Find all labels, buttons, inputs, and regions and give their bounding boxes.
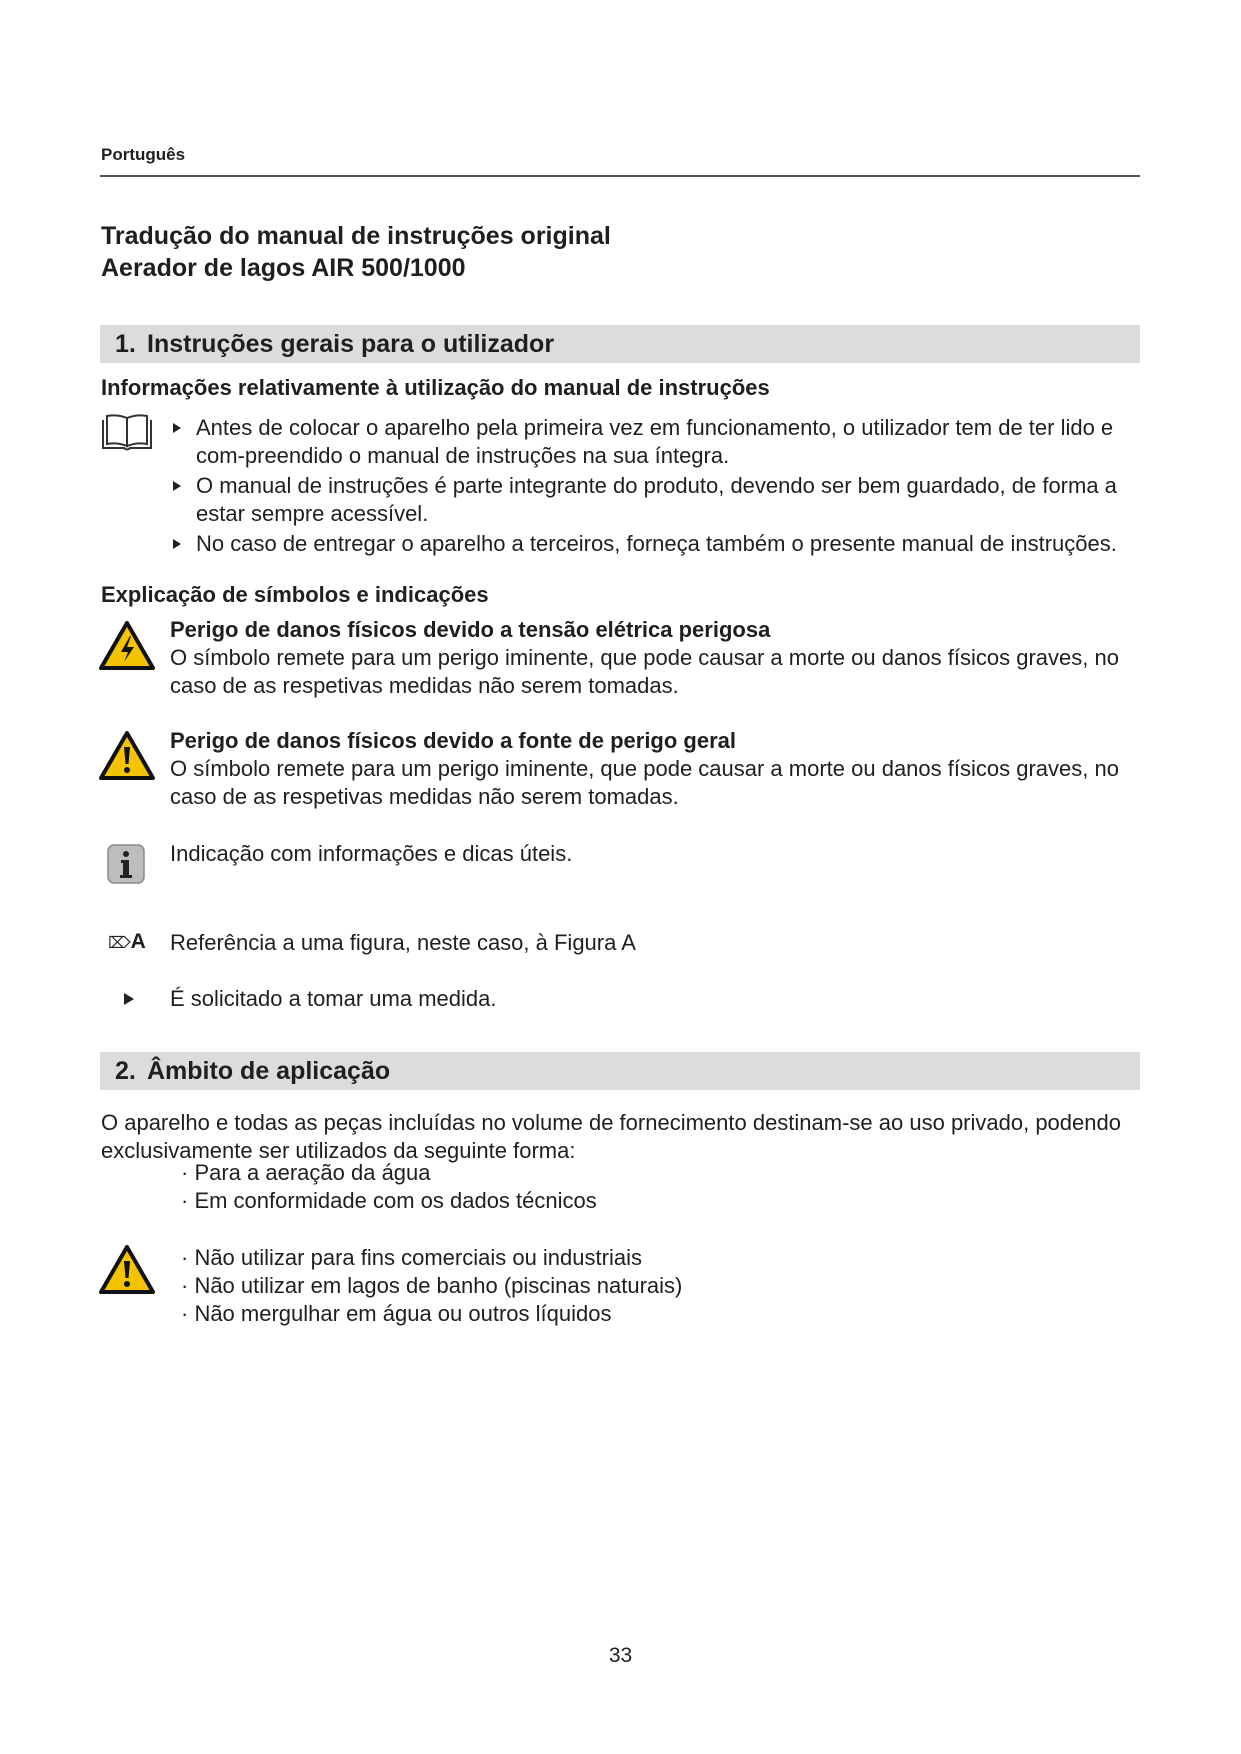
section-2-header <box>100 1052 1140 1090</box>
figure-reference-icon: ⌦ <box>108 935 131 952</box>
header-rule <box>100 175 1140 177</box>
allowed-uses-list <box>181 1159 597 1215</box>
prohibited-uses-list <box>181 1244 682 1328</box>
electric-warning-icon <box>98 620 156 672</box>
general-hazard-title: Perigo de danos físicos devido a fonte de perigo geral <box>170 728 737 753</box>
list-item: · Para a aeração da água <box>181 1160 431 1185</box>
action-arrow-icon <box>124 993 134 1005</box>
section-2-number: 2. <box>115 1057 136 1085</box>
electric-hazard-text: O símbolo remete para um perigo iminente, que pode causar a morte ou danos físicos graves, no caso de as respetivas medidas não serem tomadas. <box>170 645 1119 698</box>
section-1-number: 1. <box>115 330 136 358</box>
book-icon <box>99 414 155 454</box>
warning-icon <box>98 730 156 782</box>
list-item: · Não mergulhar em água ou outros líquidos <box>181 1301 612 1326</box>
list-item: O manual de instruções é parte integrante do produto, devendo ser bem guardado, de forma a estar sempre acessível. <box>172 472 1144 528</box>
document-title <box>101 220 611 284</box>
manual-usage-list <box>172 414 1144 560</box>
scope-intro <box>101 1109 1141 1165</box>
list-item: Antes de colocar o aparelho pela primeira vez em funcionamento, o utilizador tem de ter lido e com-preendido o manual de instruções na sua íntegra. <box>172 414 1144 470</box>
bullet-arrow-icon <box>173 481 181 491</box>
manual-usage-heading: Informações relativamente à utilização do manual de instruções <box>101 375 770 400</box>
title-line-1: Tradução do manual de instruções original <box>101 222 611 250</box>
info-icon <box>106 843 146 885</box>
bullet-arrow-icon <box>173 423 181 433</box>
list-item: · Não utilizar em lagos de banho (piscinas naturais) <box>181 1273 683 1298</box>
symbols-heading: Explicação de símbolos e indicações <box>101 582 489 607</box>
electric-hazard-block <box>170 616 1145 700</box>
list-item: · Não utilizar para fins comerciais ou industriais <box>181 1245 642 1270</box>
section-1-header <box>100 325 1140 363</box>
electric-hazard-title: Perigo de danos físicos devido a tensão elétrica perigosa <box>170 617 771 642</box>
list-item: · Em conformidade com os dados técnicos <box>181 1188 597 1213</box>
general-hazard-block <box>170 727 1145 811</box>
general-hazard-text: O símbolo remete para um perigo iminente, que pode causar a morte ou danos físicos graves, no caso de as respetivas medidas não serem tomadas. <box>170 756 1119 809</box>
figure-reference-text: Referência a uma figura, neste caso, à Figura A <box>170 930 636 955</box>
action-text: É solicitado a tomar uma medida. <box>170 986 497 1011</box>
section-2-title: Âmbito de aplicação <box>147 1057 391 1085</box>
scope-intro-line-2: exclusivamente ser utilizados da seguinte forma: <box>101 1138 576 1163</box>
info-text: Indicação com informações e dicas úteis. <box>170 841 573 866</box>
page-number: 33 <box>608 1644 633 1667</box>
warning-icon <box>98 1244 156 1296</box>
title-line-2: Aerador de lagos AIR 500/1000 <box>101 254 466 282</box>
figure-reference-mark: ⌦A <box>108 930 146 953</box>
section-1-title: Instruções gerais para o utilizador <box>147 330 555 358</box>
list-item: No caso de entregar o aparelho a terceiros, forneça também o presente manual de instruções. <box>172 530 1144 558</box>
language-label: Português <box>101 145 186 164</box>
bullet-arrow-icon <box>173 539 181 549</box>
scope-intro-line-1: O aparelho e todas as peças incluídas no volume de fornecimento destinam-se ao uso privado, podendo <box>101 1110 1121 1135</box>
